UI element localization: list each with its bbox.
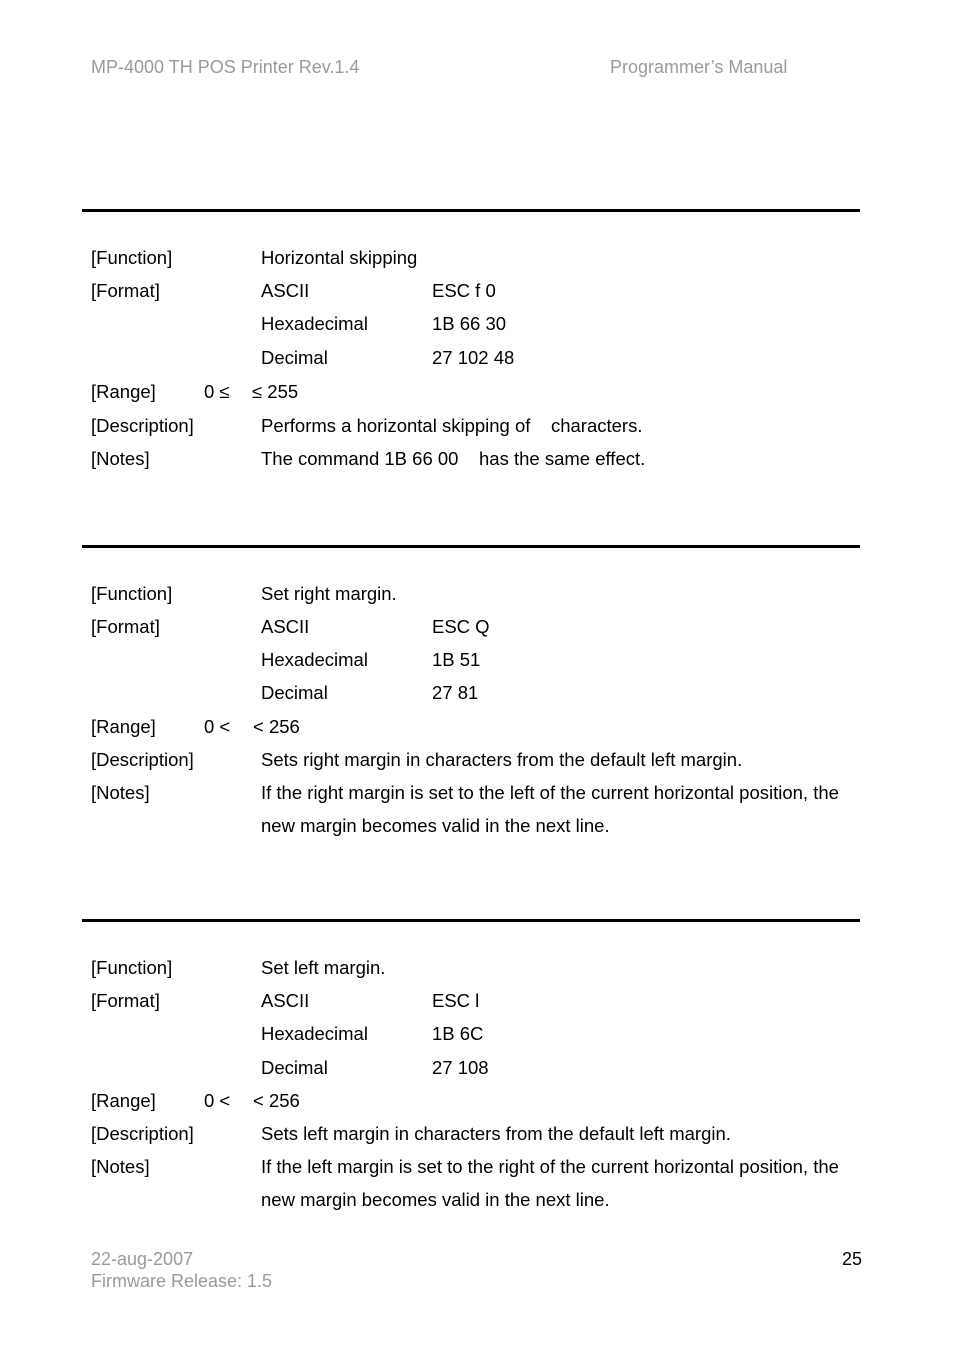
notes-line-2: new margin becomes valid in the next line. bbox=[261, 815, 610, 836]
ascii-label: ASCII bbox=[261, 280, 310, 301]
decimal-label: Decimal bbox=[261, 1057, 328, 1078]
header-manual: Programmer’s Manual bbox=[610, 57, 788, 77]
section-divider bbox=[82, 209, 860, 212]
description-label: [Description] bbox=[91, 749, 194, 770]
range-lower: 0 < bbox=[204, 1090, 231, 1111]
range-lower: 0 ≤ bbox=[204, 381, 230, 402]
format-label: [Format] bbox=[91, 990, 160, 1011]
range-label: [Range] bbox=[91, 1090, 156, 1111]
hex-value: 1B 51 bbox=[432, 649, 481, 670]
decimal-label: Decimal bbox=[261, 347, 328, 368]
section-divider bbox=[82, 545, 860, 548]
description-value: Sets right margin in characters from the default left margin. bbox=[261, 749, 743, 770]
hex-label: Hexadecimal bbox=[261, 1023, 368, 1044]
hex-label: Hexadecimal bbox=[261, 313, 368, 334]
range-upper: < 256 bbox=[253, 716, 300, 737]
ascii-label: ASCII bbox=[261, 616, 310, 637]
description-value: Performs a horizontal skipping of characters. bbox=[261, 415, 643, 436]
function-label: [Function] bbox=[91, 957, 173, 978]
ascii-value: ESC f 0 bbox=[432, 280, 496, 301]
range-upper: ≤ 255 bbox=[252, 381, 299, 402]
notes-line-1: If the left margin is set to the right of the current horizontal position, the bbox=[261, 1156, 839, 1177]
decimal-value: 27 81 bbox=[432, 682, 479, 703]
decimal-value: 27 102 48 bbox=[432, 347, 515, 368]
format-label: [Format] bbox=[91, 280, 160, 301]
notes-label: [Notes] bbox=[91, 448, 150, 469]
function-label: [Function] bbox=[91, 247, 173, 268]
function-label: [Function] bbox=[91, 583, 173, 604]
function-value: Set left margin. bbox=[261, 957, 386, 978]
hex-value: 1B 66 30 bbox=[432, 313, 507, 334]
ascii-value: ESC l bbox=[432, 990, 480, 1011]
header-title: MP-4000 TH POS Printer Rev.1.4 bbox=[91, 57, 360, 77]
decimal-label: Decimal bbox=[261, 682, 328, 703]
section-divider bbox=[82, 919, 860, 922]
range-label: [Range] bbox=[91, 381, 156, 402]
ascii-label: ASCII bbox=[261, 990, 310, 1011]
notes-line-2: new margin becomes valid in the next line. bbox=[261, 1189, 610, 1210]
notes-line-1: If the right margin is set to the left of the current horizontal position, the bbox=[261, 782, 839, 803]
description-label: [Description] bbox=[91, 1123, 194, 1144]
range-upper: < 256 bbox=[253, 1090, 300, 1111]
description-label: [Description] bbox=[91, 415, 194, 436]
page-number: 25 bbox=[842, 1249, 863, 1269]
range-lower: 0 < bbox=[204, 716, 231, 737]
ascii-value: ESC Q bbox=[432, 616, 490, 637]
description-value: Sets left margin in characters from the default left margin. bbox=[261, 1123, 731, 1144]
footer-firmware: Firmware Release: 1.5 bbox=[91, 1271, 273, 1291]
notes-label: [Notes] bbox=[91, 1156, 150, 1177]
notes-value: The command 1B 66 00 has the same effect. bbox=[261, 448, 646, 469]
hex-label: Hexadecimal bbox=[261, 649, 368, 670]
function-value: Horizontal skipping bbox=[261, 247, 418, 268]
notes-label: [Notes] bbox=[91, 782, 150, 803]
decimal-value: 27 108 bbox=[432, 1057, 489, 1078]
function-value: Set right margin. bbox=[261, 583, 397, 604]
range-label: [Range] bbox=[91, 716, 156, 737]
format-label: [Format] bbox=[91, 616, 160, 637]
hex-value: 1B 6C bbox=[432, 1023, 484, 1044]
footer-date: 22-aug-2007 bbox=[91, 1249, 194, 1269]
